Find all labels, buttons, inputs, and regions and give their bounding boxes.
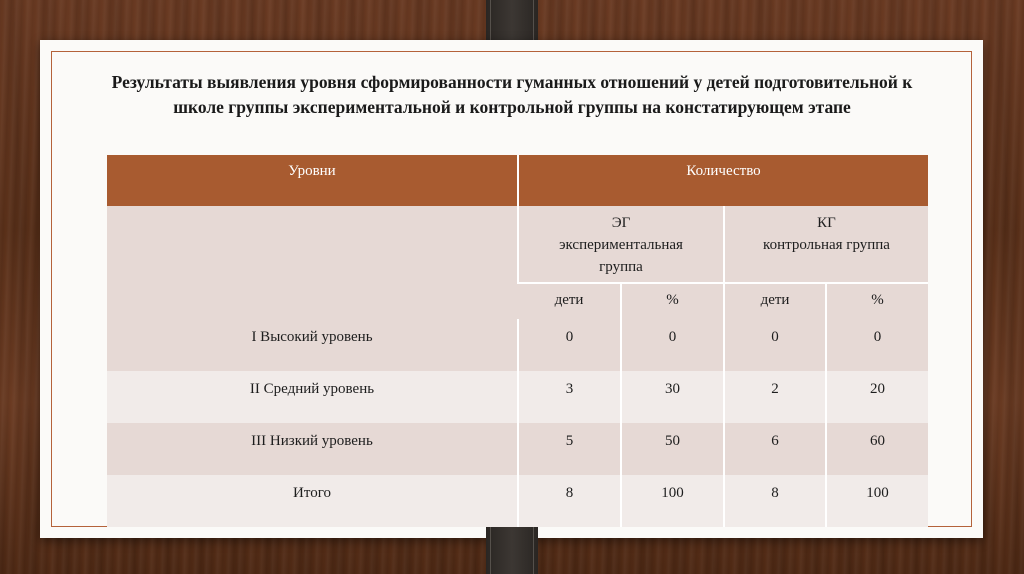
subheader-kg-percent: % [826, 283, 928, 319]
group-kg-name: контрольная группа [763, 237, 890, 253]
results-table [107, 155, 928, 527]
binder-clip-bottom [486, 521, 538, 574]
group-kg-abbr: КГ [817, 215, 836, 231]
cell-kg-percent: 60 [826, 423, 928, 475]
cell-eg-children: 3 [518, 371, 621, 423]
group-eg-abbr: ЭГ [611, 215, 631, 231]
group-eg-name: экспериментальная группа [559, 237, 683, 275]
cell-eg-children: 0 [518, 319, 621, 371]
row-label: II Средний уровень [107, 371, 518, 423]
table-row [107, 319, 928, 371]
cell-kg-percent: 0 [826, 319, 928, 371]
header-quantity: Количество [518, 155, 928, 206]
cell-eg-percent: 0 [621, 319, 724, 371]
header-levels: Уровни [107, 155, 518, 206]
cell-kg-percent: 20 [826, 371, 928, 423]
cell-eg-percent: 30 [621, 371, 724, 423]
table-row [107, 423, 928, 475]
cell-kg-children: 6 [724, 423, 826, 475]
group-header-row [107, 206, 928, 283]
slide-title: Результаты выявления уровня сформированности гуманных отношений у детей подготовительной к школе группы экспериментальной и контрольной группы на констатирующем этапе [111, 72, 913, 117]
subheader-eg-children: дети [518, 283, 621, 319]
subheader-eg-percent: % [621, 283, 724, 319]
subheader-kg-children: дети [724, 283, 826, 319]
cell-eg-children: 5 [518, 423, 621, 475]
table-header-row [107, 155, 928, 206]
group-eg [518, 206, 724, 283]
cell-kg-percent: 100 [826, 475, 928, 527]
empty-cell [107, 206, 518, 319]
table-row [107, 475, 928, 527]
cell-eg-percent: 100 [621, 475, 724, 527]
row-label: Итого [107, 475, 518, 527]
cell-eg-children: 8 [518, 475, 621, 527]
cell-kg-children: 2 [724, 371, 826, 423]
group-kg [724, 206, 928, 283]
table-row [107, 371, 928, 423]
cell-eg-percent: 50 [621, 423, 724, 475]
cell-kg-children: 0 [724, 319, 826, 371]
row-label: III Низкий уровень [107, 423, 518, 475]
cell-kg-children: 8 [724, 475, 826, 527]
row-label: I Высокий уровень [107, 319, 518, 371]
